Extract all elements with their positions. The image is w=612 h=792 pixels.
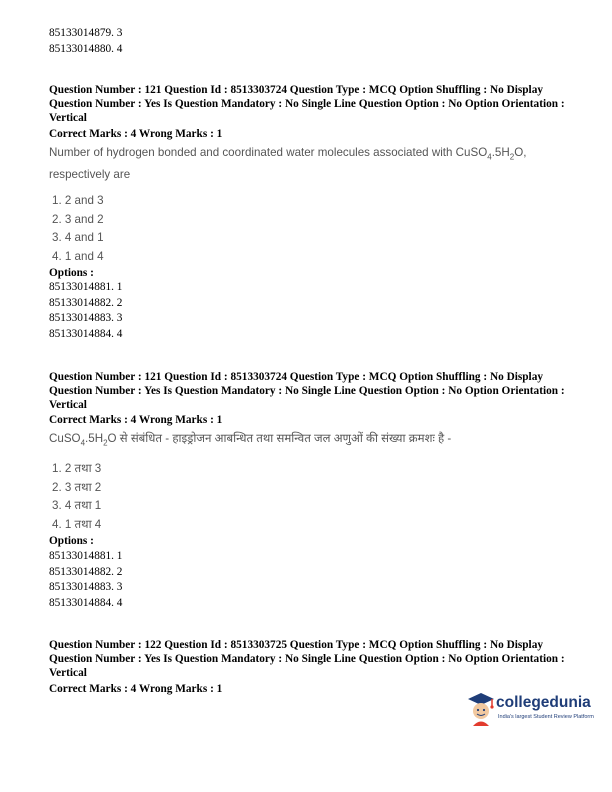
options-list [49,280,122,342]
option-item: 85133014881. 1 [49,281,123,293]
option-item: 85133014881. 1 [49,550,123,562]
choice-item: 4. 1 तथा 4 [52,517,102,531]
graduate-mascot-icon [466,690,496,728]
choice-item: 2. 3 and 2 [52,212,104,226]
question-text: $CuSO_4.5H_2O$ से संबंधित - हाइड्रोजन आबन्धित तथा समन्वित जल अणुओं की संख्या क्रमशः है - [49,432,452,448]
choice-list [52,460,101,534]
marks-line: Correct Marks : 4 Wrong Marks : 1 [49,683,223,695]
option-item: 85133014882. 2 [49,296,123,309]
options-list [49,549,122,611]
choice-item: 3. 4 and 1 [52,231,104,244]
options-label: Options : [49,535,94,547]
choice-item: 3. 4 तथा 1 [52,499,102,512]
choice-item: 1. 2 and 3 [52,194,104,207]
choice-item: 1. 2 तथा 3 [52,462,102,475]
marks-line: Correct Marks : 4 Wrong Marks : 1 [49,414,223,426]
choice-list [52,192,104,266]
question-header: Question Number : 121 Question Id : 8513303724 Question Type : MCQ Option Shuffling : No Display Question Number : Yes Is Question Mandatory : No Single Line Question Option : No Option Orientation : Vertical [49,371,565,411]
choice-item: 4. 1 and 4 [52,249,104,263]
choice-item: 2. 3 तथा 2 [52,480,102,494]
option-item: 85133014883. 3 [49,581,123,593]
option-line: 85133014880. 4 [49,43,123,55]
question-header: Question Number : 121 Question Id : 8513303724 Question Type : MCQ Option Shuffling : No Display Question Number : Yes Is Question Mandatory : No Single Line Question Option : No Option Orientation : Vertical [49,84,565,124]
marks-line: Correct Marks : 4 Wrong Marks : 1 [49,128,223,140]
options-label: Options : [49,267,94,279]
logo-wordmark: collegedunia [496,694,591,711]
option-item: 85133014882. 2 [49,565,123,578]
collegedunia-logo [466,690,596,734]
logo-tagline: India's largest Student Review Platform [498,714,594,720]
option-item: 85133014884. 4 [49,596,123,609]
option-item: 85133014884. 4 [49,327,123,340]
question-header: Question Number : 122 Question Id : 8513303725 Question Type : MCQ Option Shuffling : No Display Question Number : Yes Is Question Mandatory : No Single Line Question Option : No Option Orientation : Vertical [49,639,565,679]
option-item: 85133014883. 3 [49,312,123,324]
question-text: Number of hydrogen bonded and coordinated water molecules associated with $CuSO_4.5H_2O$, respectively are [49,146,527,182]
option-line: 85133014879. 3 [49,27,123,39]
